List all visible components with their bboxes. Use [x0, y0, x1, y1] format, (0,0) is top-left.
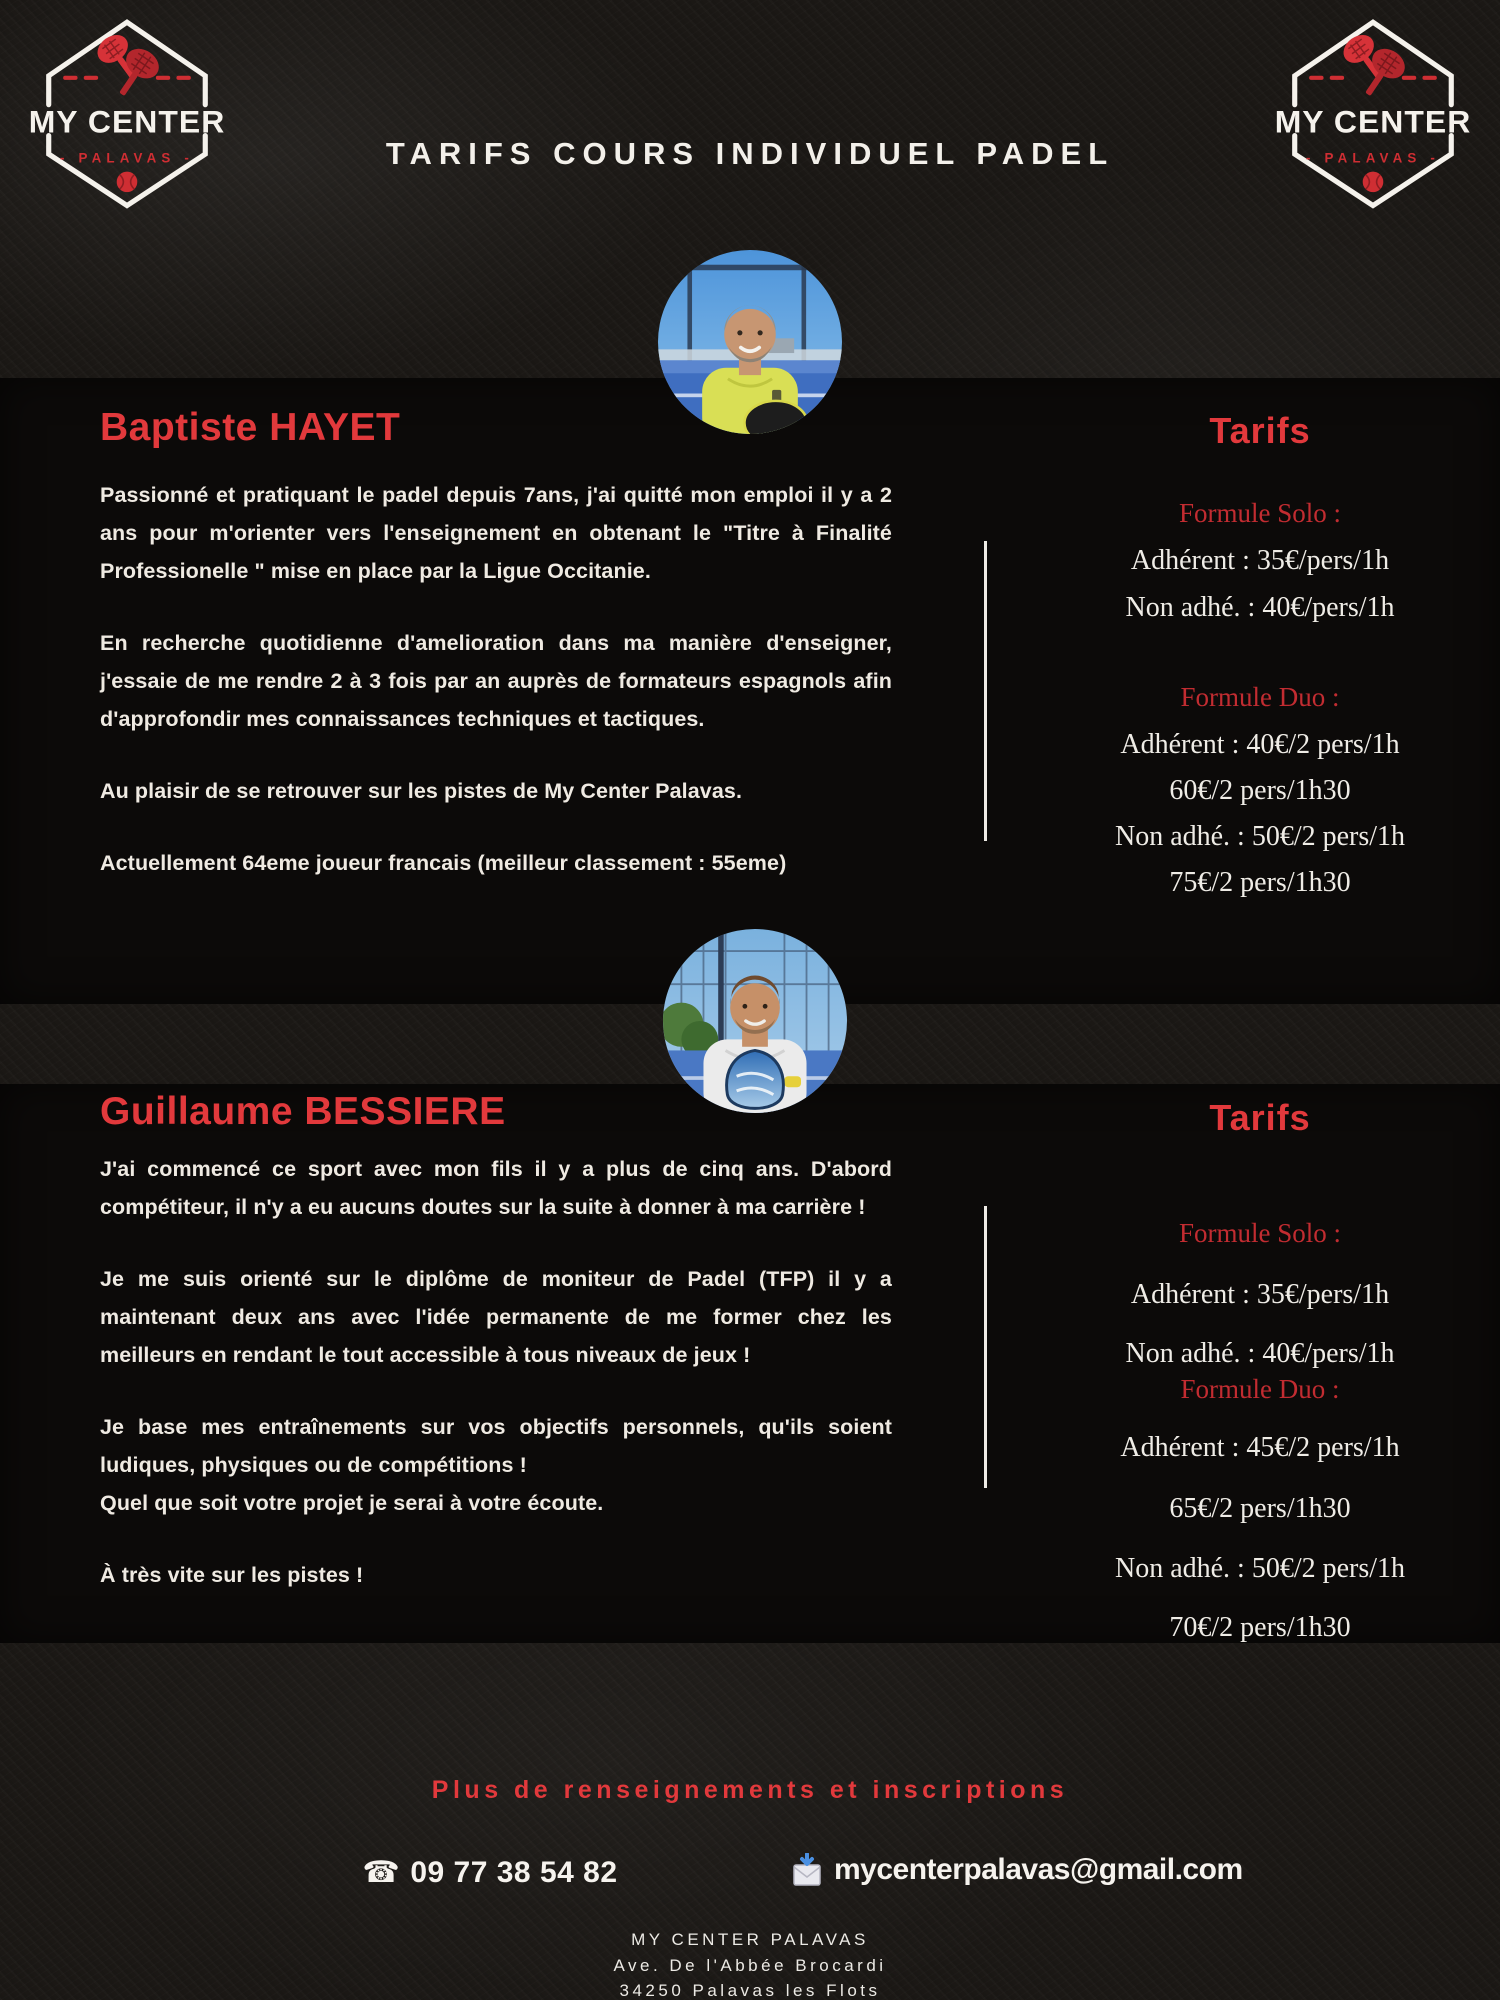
tarif-line: Adhérent : 35€/pers/1h	[1130, 545, 1390, 576]
email-row	[790, 1853, 1243, 1887]
tarif-line: 75€/2 pers/1h30	[1169, 867, 1351, 898]
page-title: TARIFS COURS INDIVIDUEL PADEL	[385, 136, 1115, 171]
formule-duo-label: Formule Duo :	[1180, 1374, 1340, 1404]
tarif-line: Adhérent : 35€/pers/1h	[1130, 1279, 1390, 1310]
coach-bio-paragraph: Actuellement 64eme joueur francais (meilleur classement : 55eme)	[100, 851, 787, 875]
coach-name-guillaume: Guillaume BESSIERE	[100, 1090, 506, 1133]
coach-bio-paragraph: Je base mes entraînements sur vos objectifs personnels, qu'ils soient ludiques, physiques ou de compétitions !	[100, 1415, 892, 1477]
tarif-line: 70€/2 pers/1h30	[1169, 1612, 1351, 1643]
tarif-line: Non adhé. : 40€/pers/1h	[1125, 1338, 1395, 1369]
formule-solo-label: Formule Solo :	[1178, 498, 1341, 528]
coach-bio-paragraph: Au plaisir de se retrouver sur les pistes de My Center Palavas.	[100, 779, 743, 803]
formule-duo-label: Formule Duo :	[1180, 682, 1340, 712]
vertical-divider-baptiste	[984, 541, 987, 841]
footer-info-line: Plus de renseignements et inscriptions	[431, 1776, 1069, 1804]
tarif-line: Non adhé. : 50€/2 pers/1h	[1114, 1553, 1406, 1584]
coach-photo-baptiste	[658, 250, 842, 434]
phone-row	[280, 1855, 700, 1890]
vertical-divider-guillaume	[984, 1206, 987, 1488]
tarifs-heading-baptiste: Tarifs	[1209, 410, 1311, 451]
coach-bio-paragraph: En recherche quotidienne d'amelioration dans ma manière d'enseigner, j'essaie de me rendre 2 à 3 fois par an auprès de formateurs espagnols afin d'approfondir mes connaissances techniques et tactiques.	[100, 631, 892, 731]
coach-bio-paragraph: J'ai commencé ce sport avec mon fils il y a plus de cinq ans. D'abord compétiteur, il n'y a eu aucuns doutes sur la suite à donner à ma carrière !	[100, 1157, 892, 1219]
tarifs-heading-guillaume: Tarifs	[1209, 1097, 1311, 1138]
coach-bio-baptiste	[100, 476, 892, 916]
coach-bio-guillaume	[100, 1150, 892, 1628]
tarif-line: Non adhé. : 50€/2 pers/1h	[1114, 821, 1406, 852]
logo-subtitle: - PALAVAS -	[60, 150, 194, 166]
coach-bio-paragraph: Je me suis orienté sur le diplôme de moniteur de Padel (TFP) il y a maintenant deux ans avec l'idée permanente de me former chez les meilleurs en rendant le tout accessible à tous niveaux de jeux !	[100, 1267, 892, 1367]
coach-bio-paragraph: Quel que soit votre projet je serai à votre écoute.	[100, 1491, 604, 1515]
address-line: 34250 Palavas les Flots	[619, 1981, 881, 2000]
phone-icon: ☎	[362, 1855, 401, 1890]
tarif-line: 65€/2 pers/1h30	[1169, 1493, 1351, 1524]
logo-title: MY CENTER	[28, 103, 226, 140]
address-line: MY CENTER PALAVAS	[631, 1930, 869, 1949]
tarif-line: Adhérent : 40€/2 pers/1h	[1120, 729, 1400, 760]
email-address: mycenterpalavas@gmail.com	[834, 1853, 1243, 1886]
ball-icon	[117, 172, 138, 193]
coach-bio-paragraph: À très vite sur les pistes !	[100, 1563, 364, 1587]
logo-subtitle: - PALAVAS -	[1306, 150, 1440, 166]
coach-name-baptiste: Baptiste HAYET	[100, 406, 401, 449]
email-icon	[790, 1853, 826, 1887]
tarif-line: 60€/2 pers/1h30	[1169, 775, 1351, 806]
ball-icon	[1363, 172, 1384, 193]
formule-solo-label: Formule Solo :	[1178, 1218, 1341, 1248]
logo-title: MY CENTER	[1274, 103, 1472, 140]
tarif-line: Non adhé. : 40€/pers/1h	[1125, 592, 1395, 623]
logo-badge-icon	[24, 14, 230, 210]
tarif-line: Adhérent : 45€/2 pers/1h	[1120, 1432, 1400, 1463]
coach-photo-guillaume	[663, 929, 847, 1113]
address-line: Ave. De l'Abbée Brocardi	[613, 1956, 887, 1975]
coach-bio-paragraph: Passionné et pratiquant le padel depuis 7ans, j'ai quitté mon emploi il y a 2 ans pour m'orienter vers l'enseignement en obtenant le "Titre à Finalité Professionelle " mise en place par la Ligue Occitanie.	[100, 483, 892, 583]
phone-number: 09 77 38 54 82	[410, 1856, 618, 1889]
logo-badge-icon	[1270, 14, 1476, 210]
